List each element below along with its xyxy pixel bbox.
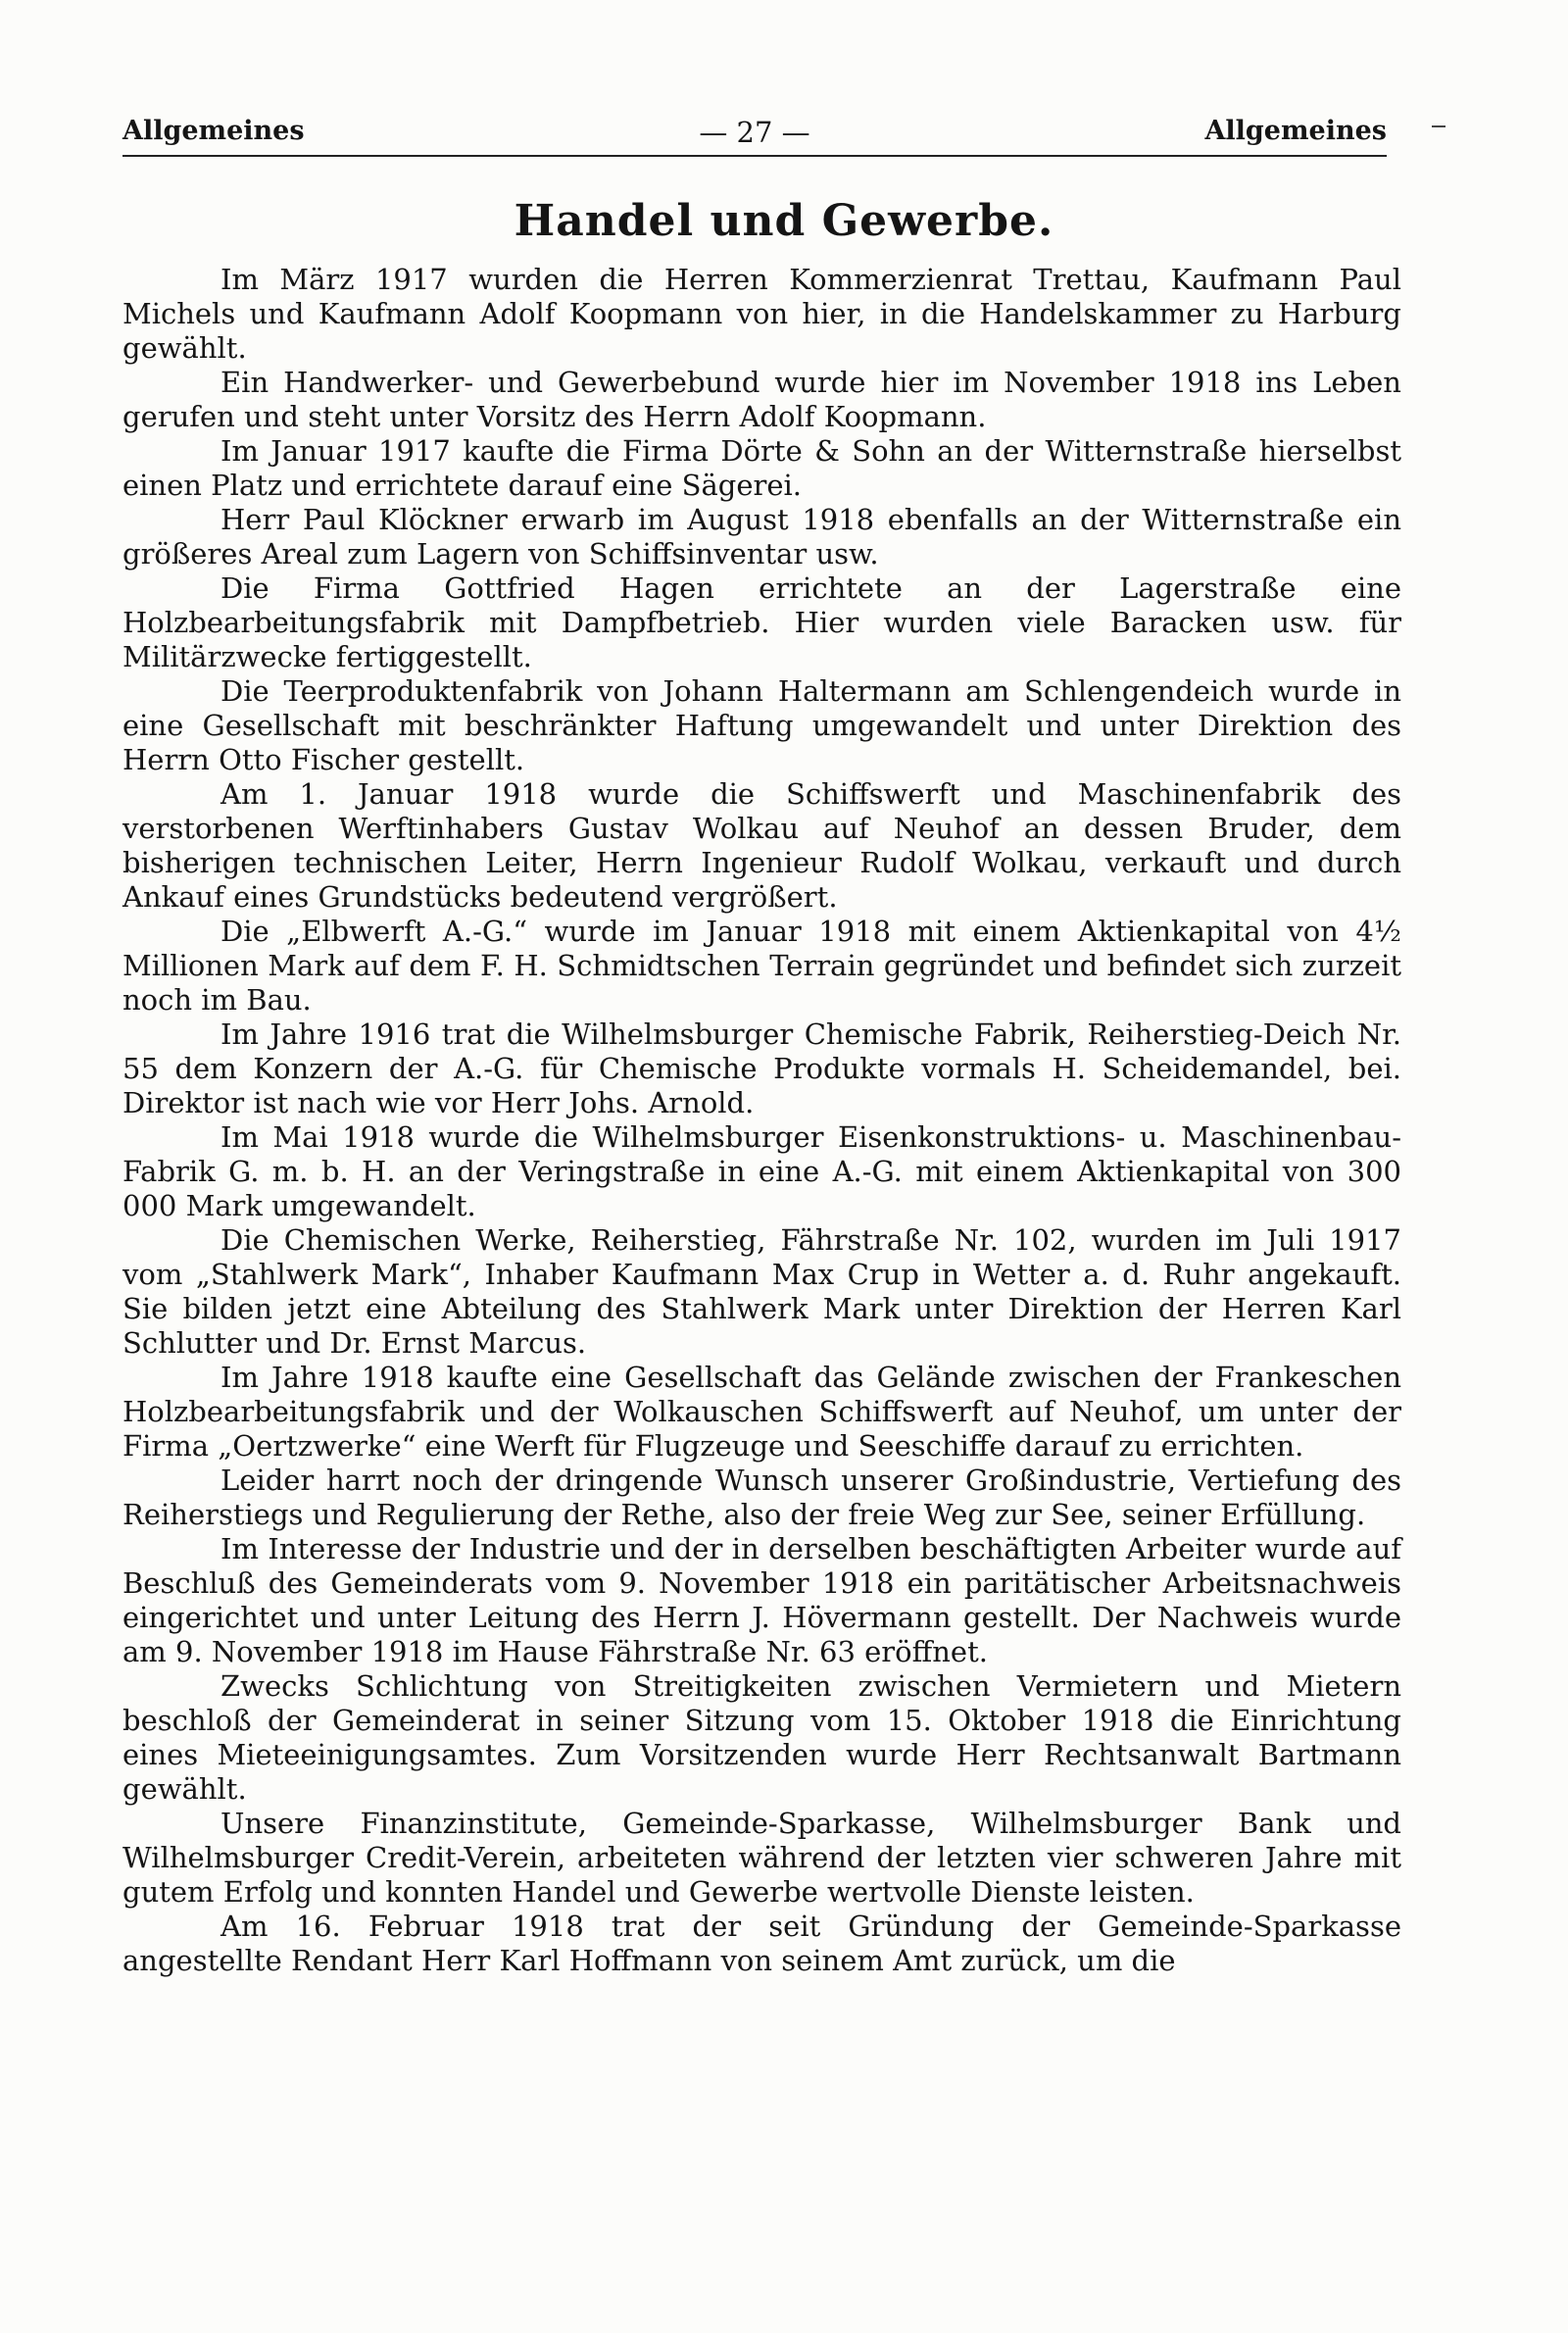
header-left-label: Allgemeines [122, 116, 305, 146]
paragraph: Herr Paul Klöckner erwarb im August 1918 ebenfalls an der Witternstraße ein größeres Areal zum Lagern von Schiffsinventar usw. [122, 503, 1401, 571]
paragraph: Die Firma Gottfried Hagen errichtete an der Lagerstraße eine Holzbearbeitungsfabrik mit Dampfbetrieb. Hier wurden viele Baracken usw. für Militärzwecke fertiggestellt. [122, 571, 1401, 673]
section-title: Handel und Gewerbe. [514, 196, 1054, 246]
scan-mark [1432, 125, 1446, 127]
paragraph: Die „Elbwerft A.-G.“ wurde im Januar 1918 mit einem Aktienkapital von 4½ Millionen Mark auf dem F. H. Schmidtschen Terrain gegründet und befindet sich zurzeit noch im Bau. [122, 915, 1401, 1017]
paragraph: Im Jahre 1916 trat die Wilhelmsburger Chemische Fabrik, Reiherstieg-Deich Nr. 55 dem Konzern der A.-G. für Chemische Produkte vormals H. Scheidemandel, bei. Direktor ist nach wie vor Herr Johs. Arnold. [122, 1018, 1401, 1119]
running-header [122, 116, 1387, 157]
paragraph: Die Chemischen Werke, Reiherstieg, Fährstraße Nr. 102, wurden im Juli 1917 vom „Stahlwerk Mark“, Inhaber Kaufmann Max Crup in Wetter a. d. Ruhr angekauft. Sie bilden jetzt eine Abteilung des Stahlwerk Mark unter Direktion der Herren Karl Schlutter und Dr. Ernst Marcus. [122, 1223, 1401, 1360]
paragraph: Unsere Finanzinstitute, Gemeinde-Sparkasse, Wilhelmsburger Bank und Wilhelmsburger Credit-Verein, arbeiteten während der letzten vier schweren Jahre mit gutem Erfolg und konnten Handel und Gewerbe wertvolle Dienste leisten. [122, 1807, 1401, 1909]
paragraph: Im Januar 1917 kaufte die Firma Dörte & Sohn an der Witternstraße hierselbst einen Platz und errichtete darauf eine Sägerei. [122, 434, 1401, 502]
paragraph: Die Teerproduktenfabrik von Johann Haltermann am Schlengendeich wurde in eine Gesellschaft mit beschränkter Haftung umgewandelt und unter Direktion des Herrn Otto Fischer gestellt. [122, 674, 1401, 776]
paragraph: Ein Handwerker- und Gewerbebund wurde hier im November 1918 ins Leben gerufen und steht unter Vorsitz des Herrn Adolf Koopmann. [122, 366, 1401, 433]
paragraph: Am 1. Januar 1918 wurde die Schiffswerft und Maschinenfabrik des verstorbenen Werftinhabers Gustav Wolkau auf Neuhof an dessen Bruder, dem bisherigen technischen Leiter, Herrn Ingenieur Rudolf Wolkau, verkauft und durch Ankauf eines Grundstücks bedeutend vergrößert. [122, 777, 1401, 914]
page-number: — 27 — [699, 116, 810, 149]
paragraph: Im Jahre 1918 kaufte eine Gesellschaft das Gelände zwischen der Frankeschen Holzbearbeitungsfabrik und der Wolkauschen Schiffswerft auf Neuhof, um unter der Firma „Oertzwerke“ eine Werft für Flugzeuge und Seeschiffe darauf zu errichten. [122, 1361, 1401, 1463]
paragraph: Leider harrt noch der dringende Wunsch unserer Großindustrie, Vertiefung des Reiherstiegs und Regulierung der Rethe, also der freie Weg zur See, seiner Erfüllung. [122, 1464, 1401, 1531]
header-right-label: Allgemeines [1204, 116, 1387, 146]
paragraph: Im Mai 1918 wurde die Wilhelmsburger Eisenkonstruktions- u. Maschinenbau-Fabrik G. m. b. H. an der Veringstraße in eine A.-G. mit einem Aktienkapital von 300 000 Mark umgewandelt. [122, 1120, 1401, 1222]
paragraph: Am 16. Februar 1918 trat der seit Gründung der Gemeinde-Sparkasse angestellte Rendant Herr Karl Hoffmann von seinem Amt zurück, um die [122, 1910, 1401, 1977]
paragraph: Zwecks Schlichtung von Streitigkeiten zwischen Vermietern und Mietern beschloß der Gemeinderat in seiner Sitzung vom 15. Oktober 1918 die Einrichtung eines Mieteeinigungsamtes. Zum Vorsitzenden wurde Herr Rechtsanwalt Bartmann gewählt. [122, 1669, 1401, 1806]
body-text [122, 263, 1401, 1978]
paragraph: Im Interesse der Industrie und der in derselben beschäftigten Arbeiter wurde auf Beschluß des Gemeinderats vom 9. November 1918 ein paritätischer Arbeitsnachweis eingerichtet und unter Leitung des Herrn J. Hövermann gestellt. Der Nachweis wurde am 9. November 1918 im Hause Fährstraße Nr. 63 eröffnet. [122, 1532, 1401, 1668]
paragraph: Im März 1917 wurden die Herren Kommerzienrat Trettau, Kaufmann Paul Michels und Kaufmann Adolf Koopmann von hier, in die Handelskammer zu Harburg gewählt. [122, 263, 1401, 365]
